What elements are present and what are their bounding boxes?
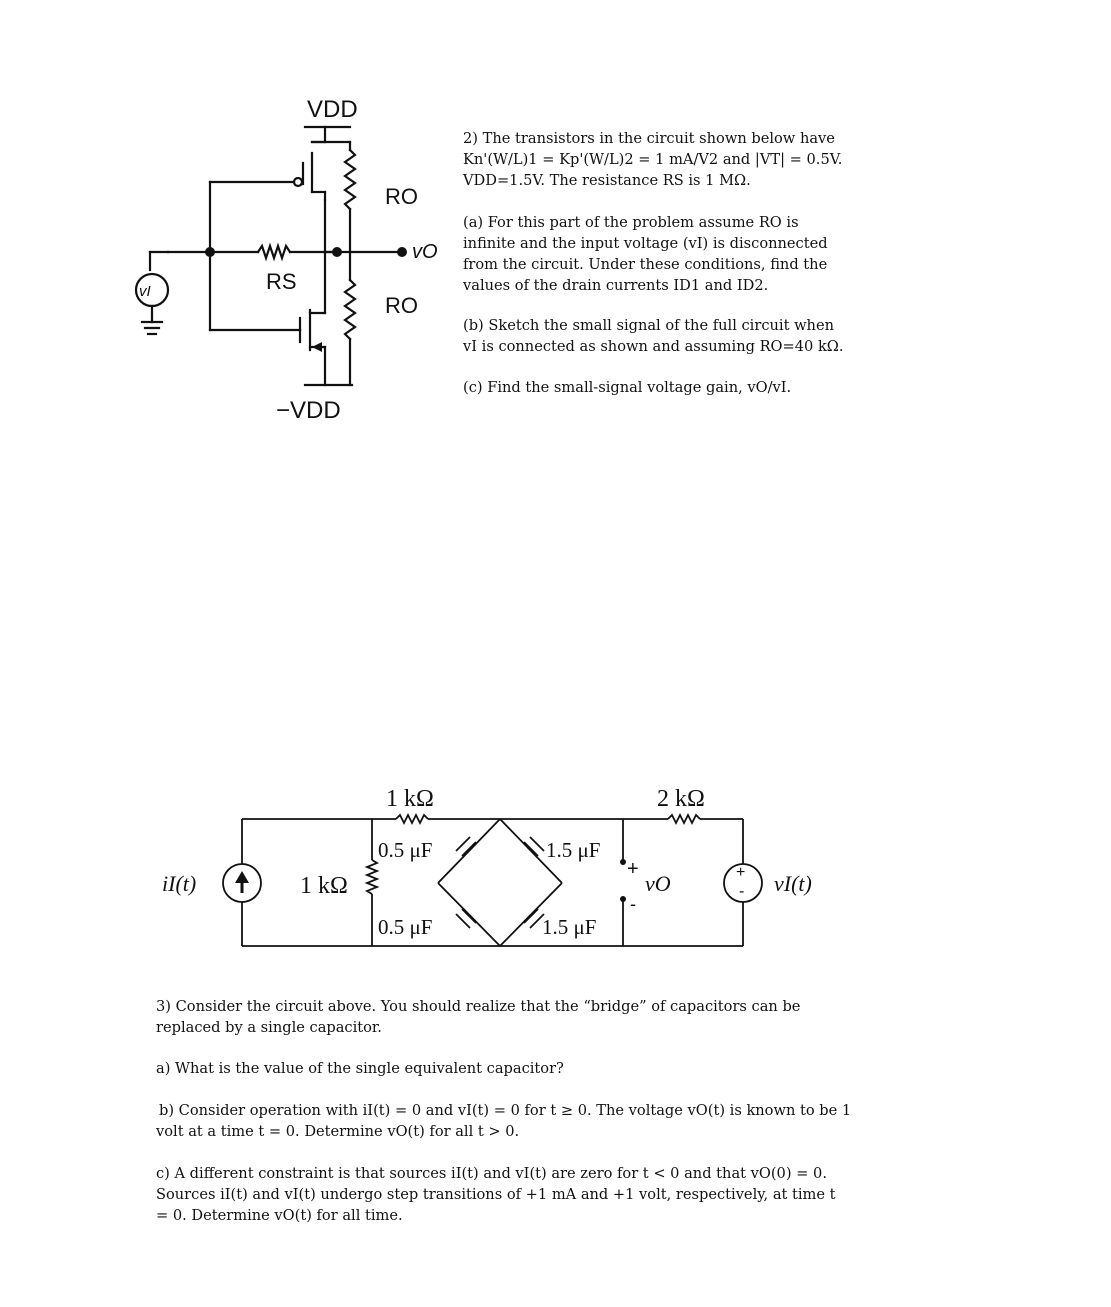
vo-label: vO <box>412 241 438 263</box>
problem3-intro-line1: 3) Consider the circuit above. You should realize that the “bridge” of capacitors can be <box>156 998 801 1015</box>
current-source-label: iI(t) <box>162 871 197 896</box>
source-minus-label: - <box>739 883 745 900</box>
vi-label: vI <box>139 283 151 300</box>
problem3-part-b-line2: volt at a time t = 0. Determine vO(t) for all t > 0. <box>156 1123 520 1140</box>
problem2-part-a-line1: (a) For this part of the problem assume RO is <box>463 214 799 231</box>
problem2-part-a-line2: infinite and the input voltage (vI) is disconnected <box>463 235 828 252</box>
voltage-source-label: vI(t) <box>774 871 812 896</box>
rs-label: RS <box>266 269 297 294</box>
problem2-part-b-line1: (b) Sketch the small signal of the full circuit when <box>463 317 834 334</box>
vdd-top-label: VDD <box>307 96 358 123</box>
problem2-intro-line3: VDD=1.5V. The resistance RS is 1 MΩ. <box>463 172 751 189</box>
problem2-part-b-line2: vI is connected as shown and assuming RO=40 kΩ. <box>463 338 844 355</box>
ro-top-label: RO <box>385 184 418 209</box>
problem3-part-c-line3: = 0. Determine vO(t) for all time. <box>156 1207 403 1224</box>
problem3-part-c-line1: c) A different constraint is that sources iI(t) and vI(t) are zero for t < 0 and that vO(0) = 0. <box>156 1165 827 1182</box>
vo-plus-label: + <box>627 858 639 880</box>
vo-minus-label: - <box>630 894 636 914</box>
source-plus-label: + <box>736 864 746 881</box>
ro-bottom-label: RO <box>385 293 418 318</box>
vo-label: vO <box>645 871 671 896</box>
cmos-amplifier-circuit <box>0 0 460 440</box>
vdd-bottom-label: −VDD <box>276 397 341 424</box>
c-bottom-right-label: 1.5 μF <box>542 915 597 939</box>
problem2-part-a-line4: values of the drain currents ID1 and ID2. <box>463 277 769 294</box>
problem2-part-a-line3: from the circuit. Under these conditions, find the <box>463 256 828 273</box>
problem3-intro-line2: replaced by a single capacitor. <box>156 1019 382 1036</box>
r-left-label: 1 kΩ <box>300 873 348 899</box>
problem3-part-c-line2: Sources iI(t) and vI(t) undergo step transitions of +1 mA and +1 volt, respectively, at time t <box>156 1186 836 1203</box>
c-bottom-left-label: 0.5 μF <box>378 915 433 939</box>
c-top-right-label: 1.5 μF <box>546 838 601 862</box>
problem2-part-c: (c) Find the small-signal voltage gain, vO/vI. <box>463 379 792 396</box>
problem3-part-b-line1: b) Consider operation with iI(t) = 0 and vI(t) = 0 for t ≥ 0. The voltage vO(t) is known to be 1 <box>159 1102 852 1119</box>
problem2-intro-line1: 2) The transistors in the circuit shown below have <box>463 130 835 147</box>
c-top-left-label: 0.5 μF <box>378 838 433 862</box>
capacitor-bridge-circuit <box>0 770 1111 970</box>
problem2-intro-line2: Kn'(W/L)1 = Kp'(W/L)2 = 1 mA/V2 and |VT| = 0.5V. <box>463 151 843 168</box>
problem3-part-a: a) What is the value of the single equivalent capacitor? <box>156 1060 564 1077</box>
r-top-right-label: 2 kΩ <box>657 786 705 812</box>
r-top-left-label: 1 kΩ <box>386 786 434 812</box>
